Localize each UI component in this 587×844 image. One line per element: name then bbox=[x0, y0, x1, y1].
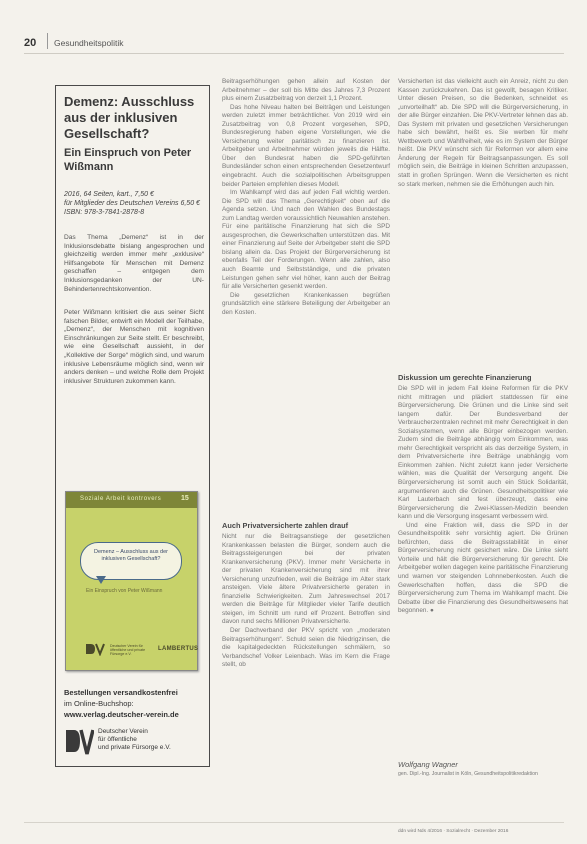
article-paragraph: Das hohe Niveau halten bei Beiträgen und Leistungen werden zuletzt immer beträchtlicher. Von 2019 wird ein Zusatzbeitrag von 0,8 Prozent vorgesehen, SPD, Bundesregierung haben eigene Vorstellungen, wie die Versicherung weiter paritätisch zu finanzieren ist. Arbeitgeber und Arbeitnehmer würden jeweils die Hälfte. Über den Bundesrat haben die SPD-geführten Bundesländer schon einen entsprechenden Gesetzentwurf eingebracht. Auch die sozialpolitischen Arbeitsgruppen beider Parteien empfehlen dieses Modell. bbox=[222, 103, 390, 188]
header-divider bbox=[47, 33, 48, 49]
book-description-2: Peter Wißmann kritisiert die aus seiner Sicht falschen Bilder, entwirft ein Modell der Teilhabe, „Demenz“, der Menschen mit kognitiven Einschränkungen zur Seite stellt. Er beschreibt, wie eine Gesellschaft aussieht, in der „Kollektive der Sorge“ möglich sind, und warum inklusive Lebensräume möglich sind, wenn wir anders denken – und welche Rolle dem Projekt inklusiver Strukturen zukommen kann. bbox=[64, 309, 204, 385]
author-name: Wolfgang Wagner bbox=[398, 760, 458, 769]
book-promo-box bbox=[55, 85, 210, 767]
footer-rule bbox=[24, 822, 564, 823]
page-footer: ddn wird Nds 4/2016 · Sozialrecht · Dezember 2016 bbox=[398, 829, 509, 834]
subheading-private-insurance: Auch Privatversicherte zahlen drauf bbox=[222, 521, 349, 530]
order-line: im Online-Buchshop: bbox=[64, 699, 134, 708]
cover-publisher-org: Deutscher Verein für öffentliche und private Fürsorge e.V. bbox=[110, 644, 146, 657]
article-column-middle-lower bbox=[222, 533, 390, 670]
speech-bubble-tail bbox=[96, 576, 106, 584]
book-title: Demenz: Ausschluss aus der inklusiven Gesellschaft? bbox=[64, 94, 195, 141]
book-meta-line: 2016, 64 Seiten, kart., 7,50 € bbox=[64, 191, 154, 198]
cover-series: Soziale Arbeit kontrovers bbox=[80, 496, 162, 502]
article-column-right bbox=[398, 78, 568, 189]
article-paragraph: Der Dachverband der PKV spricht von „moderaten Beitragserhöhungen“. Schuld seien die Niedrigzinsen, die die kapitalgedeckten Rückstellungen schmälern, so Verbandschef Volker Leienbach. Was im Kern die Frage stellt, ob bbox=[222, 627, 390, 669]
article-paragraph: Die SPD will in jedem Fall kleine Reformen für die PKV nicht mittragen und plädiert stattdessen für eine Bürgerversicherung. Die Grünen und die Linke sind seit langem dafür. Der Bundesverband der Verbraucherzentralen rechnet mit mehr Gerechtigkeit in den Sozialsystemen, wenn alle Bürger einbezogen werden. Zudem sind die Beiträge abhängig vom Einkommen, was mehr Gerechtigkeit verspricht als das derzeitige System, in dem Privatversicherte ihre Beiträge unabhängig vom Einkommen zahlen. Nicht zuletzt kann jeder Versicherte wählen, was die Qualität der Versorgung angeht. Die Bürgerversicherung ist somit auch ein Stück Solidarität, argumentieren auch die Grünen. Gesundheitspolitiker wie Karl Lauterbach sind fest überzeugt, dass eine Bürgerversicherung die Zwei-Klassen-Medizin beenden kann und die Versorgung insgesamt verbessern wird. bbox=[398, 385, 568, 521]
cover-number: 15 bbox=[181, 495, 189, 502]
book-meta-line: für Mitglieder des Deutschen Vereins 6,50 € bbox=[64, 200, 200, 207]
article-column-right-lower bbox=[398, 385, 568, 616]
cover-title: Demenz – Ausschluss aus der inklusiven Gesellschaft? bbox=[94, 549, 168, 562]
cover-author: Ein Einspruch von Peter Wißmann bbox=[86, 588, 163, 594]
page-number: 20 bbox=[24, 37, 37, 49]
publisher-name-line: und private Fürsorge e.V. bbox=[98, 744, 171, 751]
book-cover bbox=[65, 491, 198, 671]
article-paragraph: Nicht nur die Beitragsanstiege der gesetzlichen Krankenkassen belasten die Bürger, sondern auch die Beitragssteigerungen bei der privaten Krankenversicherung (PKV). Immer mehr Versicherte in der privaten Krankenversicherung sind mit ihrer Versicherung unzufrieden, weil die Beiträge im Alter stark ansteigen. Viele ältere Privatversicherte geraten in finanzielle Schwierigkeiten. Zum Jahreswechsel 2017 werden die Beiträge für Mitglieder vieler Tarife deutlich steigen, im Schnitt um rund elf Prozent. Betroffen sind davon rund sechs Millionen Privatversicherte. bbox=[222, 533, 390, 626]
book-meta bbox=[64, 190, 204, 217]
author-affiliation: gen. Dipl.-Ing. Journalist in Köln, Gesundheitspolitikredaktion bbox=[398, 771, 538, 777]
article-paragraph: Beitragserhöhungen gehen allein auf Kosten der Arbeitnehmer – der soll bis Mitte des Jahres 7,3 Prozent plus einem Zusatzbeitrag von derzeit 1,1 Prozent. bbox=[222, 78, 390, 103]
subheading-fair-financing: Diskussion um gerechte Finanzierung bbox=[398, 373, 532, 382]
book-subtitle: Ein Einspruch von Peter Wißmann bbox=[64, 147, 192, 173]
book-meta-line: ISBN: 978-3-7841-2878-8 bbox=[64, 209, 145, 216]
cover-publisher: LAMBERTUS bbox=[158, 646, 199, 652]
cover-speech-bubble bbox=[80, 542, 182, 580]
article-paragraph: Im Wahlkampf wird das auf jeden Fall wichtig werden. Die SPD will das Thema „Gerechtigkeit“ oben auf die Agenda setzen. Und nach den Wahlen des Bundestags zum Landtag werden voraussichtlich Neuwahlen anstehen. Für eine paritätische Finanzierung hat sich die SPD ausgesprochen, die Gewerkschaften unterstützen das. Mit einer Finanzierung auf Seite der Arbeitgeber steht die SPD bislang allein da. Das Projekt der Bürgerversicherung ist ebenfalls Teil der Forderungen. Wenn alle zahlen, also auch Beamte und Selbstständige, und die privaten Leistungen gehen sehr viel höher, kann auch der Beitrag für alle Versicherten gesenkt werden. bbox=[222, 189, 390, 291]
deutscher-verein-logo-icon bbox=[64, 726, 94, 758]
publisher-logo-icon bbox=[84, 642, 106, 656]
order-url[interactable]: www.verlag.deutscher-verein.de bbox=[64, 710, 179, 719]
order-title: Bestellungen versandkostenfrei bbox=[64, 688, 178, 697]
header-rule bbox=[24, 53, 564, 54]
article-paragraph: Versicherten ist das vielleicht auch ein Anreiz, nicht zu den Kassen zurückzukehren. Das ist gewollt, besagen Kritiker. Unter diesen Preisen, so die Bedenken, schneidet es „unvorteilhaft“ ab. Die SPD will die Bürgerversicherung, in der alle Bürger einzahlen. Die PKV-Vertreter lehnen das ab. Das System mit privaten und gesetzlichen Versicherungen habe sich bewährt, heißt es. Sie werben für mehr Wettbewerb und Wahlfreiheit, wie es im System der Bürger heißt. Die PKV wünscht sich für Reformen vor allem eine Änderung der Regeln für Beitragsanpassungen. Es soll möglich sein, die Beiträge in kleinen Schritten anzupassen, statt in großen Sprüngen. Wenn die Versicherten es nicht so stark merken, nehmen sie die Erhöhungen auch hin. bbox=[398, 78, 568, 188]
publisher-name bbox=[98, 728, 198, 752]
article-paragraph: Und eine Fraktion will, dass die SPD in der Gesundheitspolitik sehr vorsichtig agiert. Die Grünen befürchten, dass die Beitragsstabilität in einer Bürgerversicherung nicht gesichert wäre. Die Linke sieht Vorteile und hält die Bürgerversicherung für gerecht. Die Arbeitgeber wollen dagegen keine paritätische Finanzierung und warnen vor steigenden Lohnnebenkosten. Auch die Gewerkschaften hoffen, dass die SPD die Bürgerversicherung zum Thema im Wahlkampf macht. Die Debatte über die Finanzierung des Gesundheitswesens hat begonnen. ● bbox=[398, 521, 568, 615]
section-title: Gesundheitspolitik bbox=[54, 38, 124, 48]
publisher-name-line: Deutscher Verein bbox=[98, 728, 148, 735]
book-description: Das Thema „Demenz“ ist in der Inklusionsdebatte bislang angesprochen und gleichzeitig werden immer mehr „exklusive“ Hilfsangebote für Menschen mit Demenz geschaffen – entgegen dem Inklusionsgedanken der UN-Behindertenrechtskonvention. bbox=[64, 234, 204, 293]
article-column-middle bbox=[222, 78, 390, 317]
publisher-name-line: für öffentliche bbox=[98, 736, 137, 743]
article-paragraph: Die gesetzlichen Krankenkassen begrüßen grundsätzlich eine stärkere Beteiligung der Arbeitgeber an den Kosten. bbox=[222, 291, 390, 316]
